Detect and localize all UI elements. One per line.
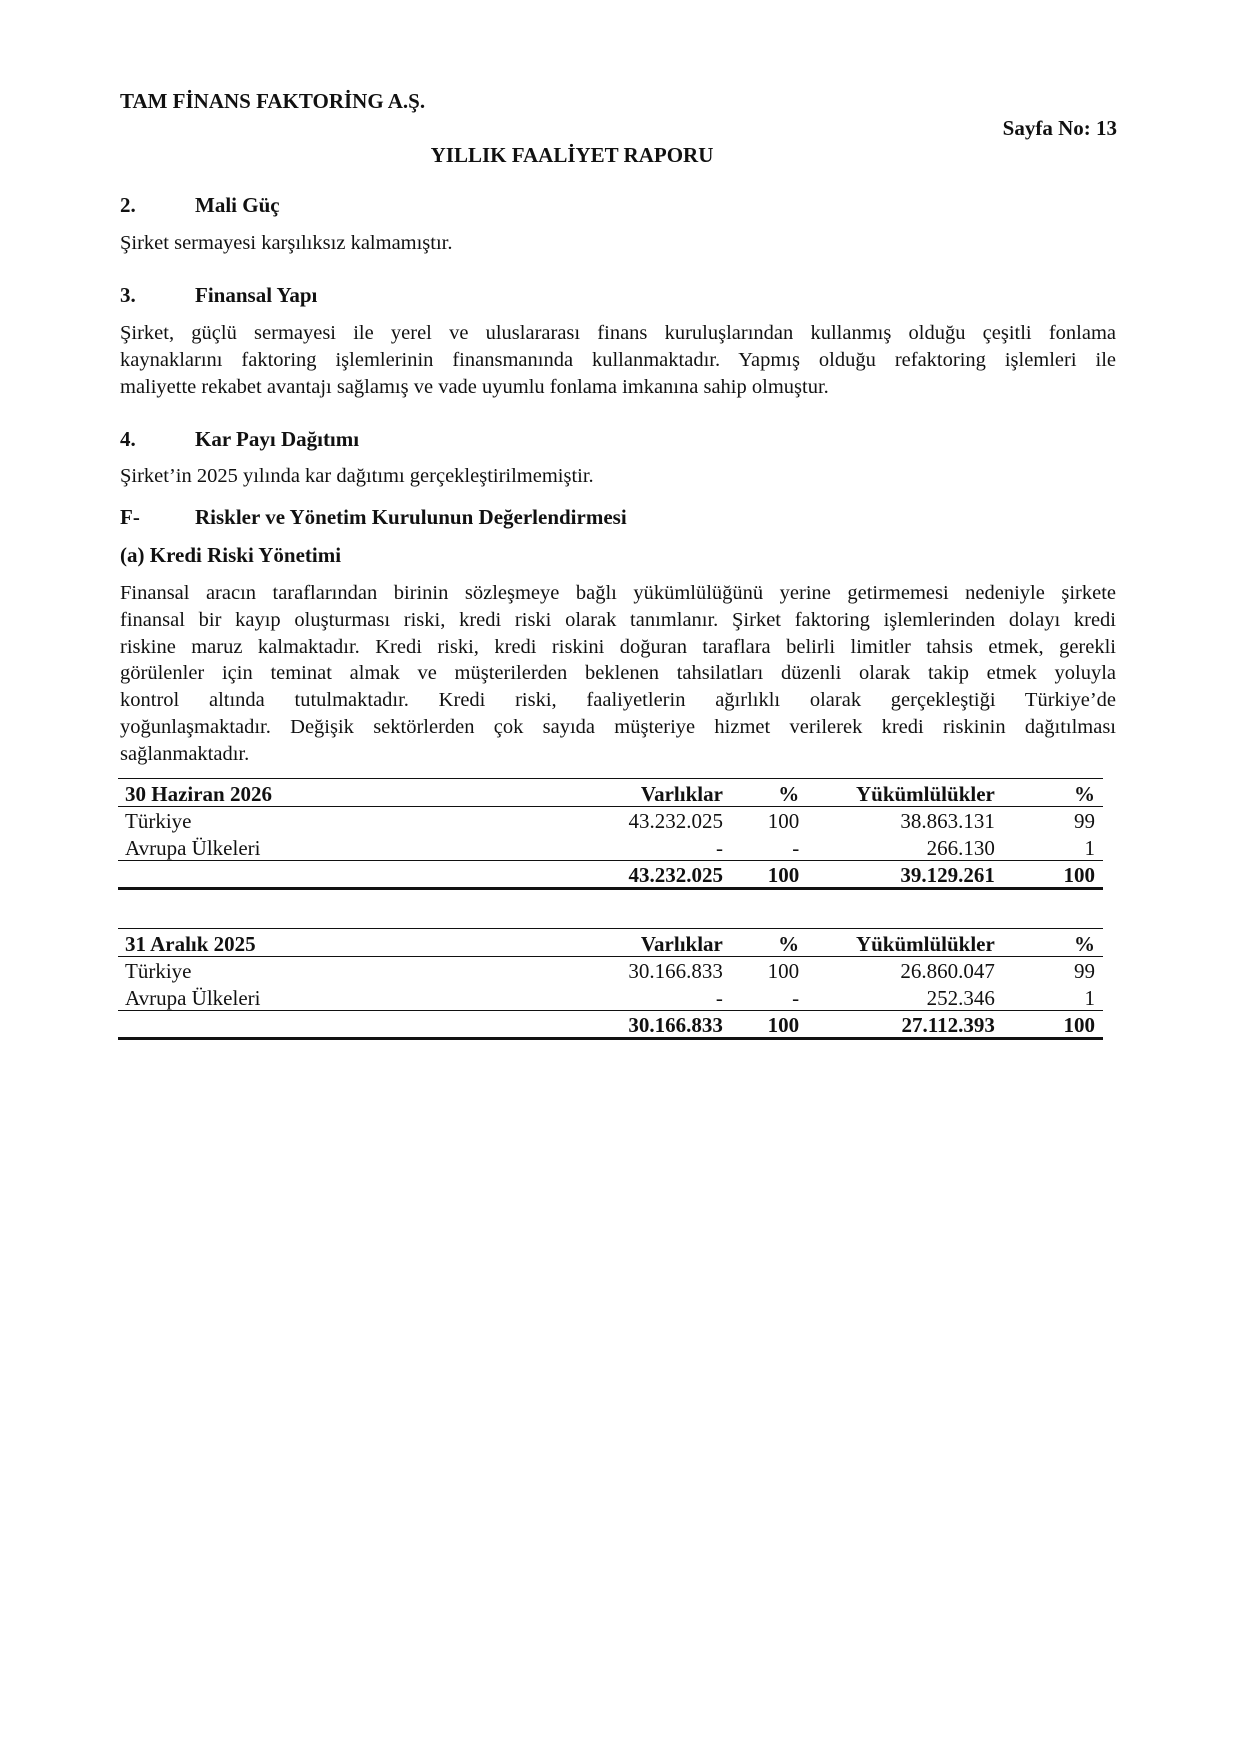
section-text-kredi-riski: [120, 580, 1116, 768]
paragraph-line: kaynaklarını faktoring işlemlerinin finansmanında kullanmaktadır. Yapmış olduğu refaktoring işlemleri ile: [120, 348, 1116, 371]
percent-header: %: [731, 779, 807, 807]
assets-total-cell: 43.232.025: [490, 860, 731, 889]
assets-cell: 43.232.025: [628, 809, 723, 833]
section-heading-kar-payi: [120, 427, 720, 453]
assets-cell: -: [715, 835, 723, 860]
period-header: 31 Aralık 2025: [118, 929, 489, 957]
region-cell: Türkiye: [125, 809, 192, 833]
percent-cell: 99: [1074, 959, 1095, 983]
region-cell: Avrupa Ülkeleri: [125, 985, 261, 1010]
percent-cell: -: [792, 985, 800, 1010]
liabilities-header: Yükümlülükler: [807, 929, 1003, 957]
percent-cell: 100: [767, 959, 800, 983]
credit-risk-table-2025: [118, 928, 1103, 1040]
percent-total-cell: 100: [1003, 1010, 1103, 1039]
company-name: TAM FİNANS FAKTORİNG A.Ş.: [120, 89, 426, 113]
paragraph-line: finansal bir kayıp oluşturması riski, kredi riski olarak tanımlanır. Şirket faktoring işlemlerinden dolayı kredi: [120, 608, 1116, 631]
section-text-kar-payi: Şirket’in 2025 yılında kar dağıtımı gerçekleştirilmemiştir.: [120, 465, 594, 487]
section-number: 4.: [120, 427, 136, 451]
section-heading-riskler: [120, 505, 920, 531]
total-label-cell: [118, 1010, 489, 1039]
credit-risk-table-2026: [118, 778, 1103, 890]
percent-cell: 1: [1084, 985, 1095, 1010]
percent-header: %: [1003, 779, 1103, 807]
liabilities-total-cell: 39.129.261: [807, 860, 1003, 889]
region-cell: Avrupa Ülkeleri: [125, 835, 261, 860]
section-number: 2.: [120, 193, 136, 217]
percent-header: %: [731, 929, 807, 957]
table-total-row: [118, 860, 1103, 889]
assets-cell: 30.166.833: [628, 959, 723, 983]
total-label-cell: [118, 860, 490, 889]
section-text-mali-guc: Şirket sermayesi karşılıksız kalmamıştır.: [120, 232, 453, 254]
paragraph-line: görülenler için teminat almak ve müşterilerden beklenen tahsilatları düzenli olarak takip etmek yoluyla: [120, 662, 1116, 685]
percent-cell: -: [792, 835, 800, 860]
paragraph-line: riskine maruz kalmaktadır. Kredi riski, kredi riskini doğuran taraflara belirli limitler tahsis etmek, gerekli: [120, 635, 1116, 658]
paragraph-line: maliyette rekabet avantajı sağlamış ve vade uyumlu fonlama imkanına sahip olmuştur.: [120, 375, 829, 398]
assets-header: Varlıklar: [490, 779, 731, 807]
table-total-row: [118, 1010, 1103, 1039]
section-text-finansal-yapi: [120, 320, 1116, 400]
report-title: YILLIK FAALİYET RAPORU: [430, 143, 714, 167]
paragraph-line: Finansal aracın taraflarından birinin sözleşmeye bağlı yükümlülüğünü yerine getirmemesi nedeniyle şirkete: [120, 582, 1116, 604]
paragraph-line: yoğunlaşmaktadır. Değişik sektörlerden çok sayıda müşteriye hizmet verilerek kredi riskinin dağıtılması: [120, 715, 1116, 738]
table-row: [118, 983, 1103, 1010]
percent-cell: 1: [1084, 835, 1095, 860]
liabilities-header: Yükümlülükler: [807, 779, 1003, 807]
table-header-row: [118, 929, 1103, 957]
paragraph-line: Şirket, güçlü sermayesi ile yerel ve uluslararası finans kuruluşlarından kullanmış olduğu çeşitli fonlama: [120, 322, 1116, 344]
percent-total-cell: 100: [731, 860, 807, 889]
liabilities-cell: 26.860.047: [900, 959, 995, 983]
paragraph-line: kontrol altında tutulmaktadır. Kredi riski, faaliyetlerin ağırlıklı olarak gerçekleştiği Türkiye’de: [120, 689, 1116, 712]
percent-total-cell: 100: [731, 1010, 807, 1039]
liabilities-cell: 266.130: [926, 835, 995, 860]
assets-total-cell: 30.166.833: [489, 1010, 730, 1039]
table-row: [118, 806, 1103, 833]
percent-total-cell: 100: [1003, 860, 1103, 889]
section-title: Riskler ve Yönetim Kurulunun Değerlendirmesi: [195, 505, 627, 529]
section-title: Finansal Yapı: [195, 283, 318, 307]
section-heading-finansal-yapi: [120, 283, 720, 309]
assets-header: Varlıklar: [489, 929, 730, 957]
assets-cell: -: [715, 985, 723, 1010]
liabilities-cell: 252.346: [926, 985, 995, 1010]
period-header: 30 Haziran 2026: [118, 779, 490, 807]
section-title: Mali Güç: [195, 193, 280, 217]
table-row: [118, 956, 1103, 983]
percent-cell: 99: [1074, 809, 1095, 833]
page-number: Sayfa No: 13: [1002, 116, 1117, 140]
percent-cell: 100: [767, 809, 800, 833]
region-cell: Türkiye: [125, 959, 192, 983]
section-heading-mali-guc: [120, 193, 720, 219]
percent-header: %: [1003, 929, 1103, 957]
section-title: Kar Payı Dağıtımı: [195, 427, 360, 451]
paragraph-line: sağlanmaktadır.: [120, 742, 250, 765]
subsection-title-kredi-riski: (a) Kredi Riski Yönetimi: [120, 543, 342, 567]
table-header-row: [118, 779, 1103, 807]
table-row: [118, 833, 1103, 860]
section-number: 3.: [120, 283, 136, 307]
liabilities-total-cell: 27.112.393: [807, 1010, 1003, 1039]
section-number: F-: [120, 505, 140, 529]
liabilities-cell: 38.863.131: [900, 809, 995, 833]
